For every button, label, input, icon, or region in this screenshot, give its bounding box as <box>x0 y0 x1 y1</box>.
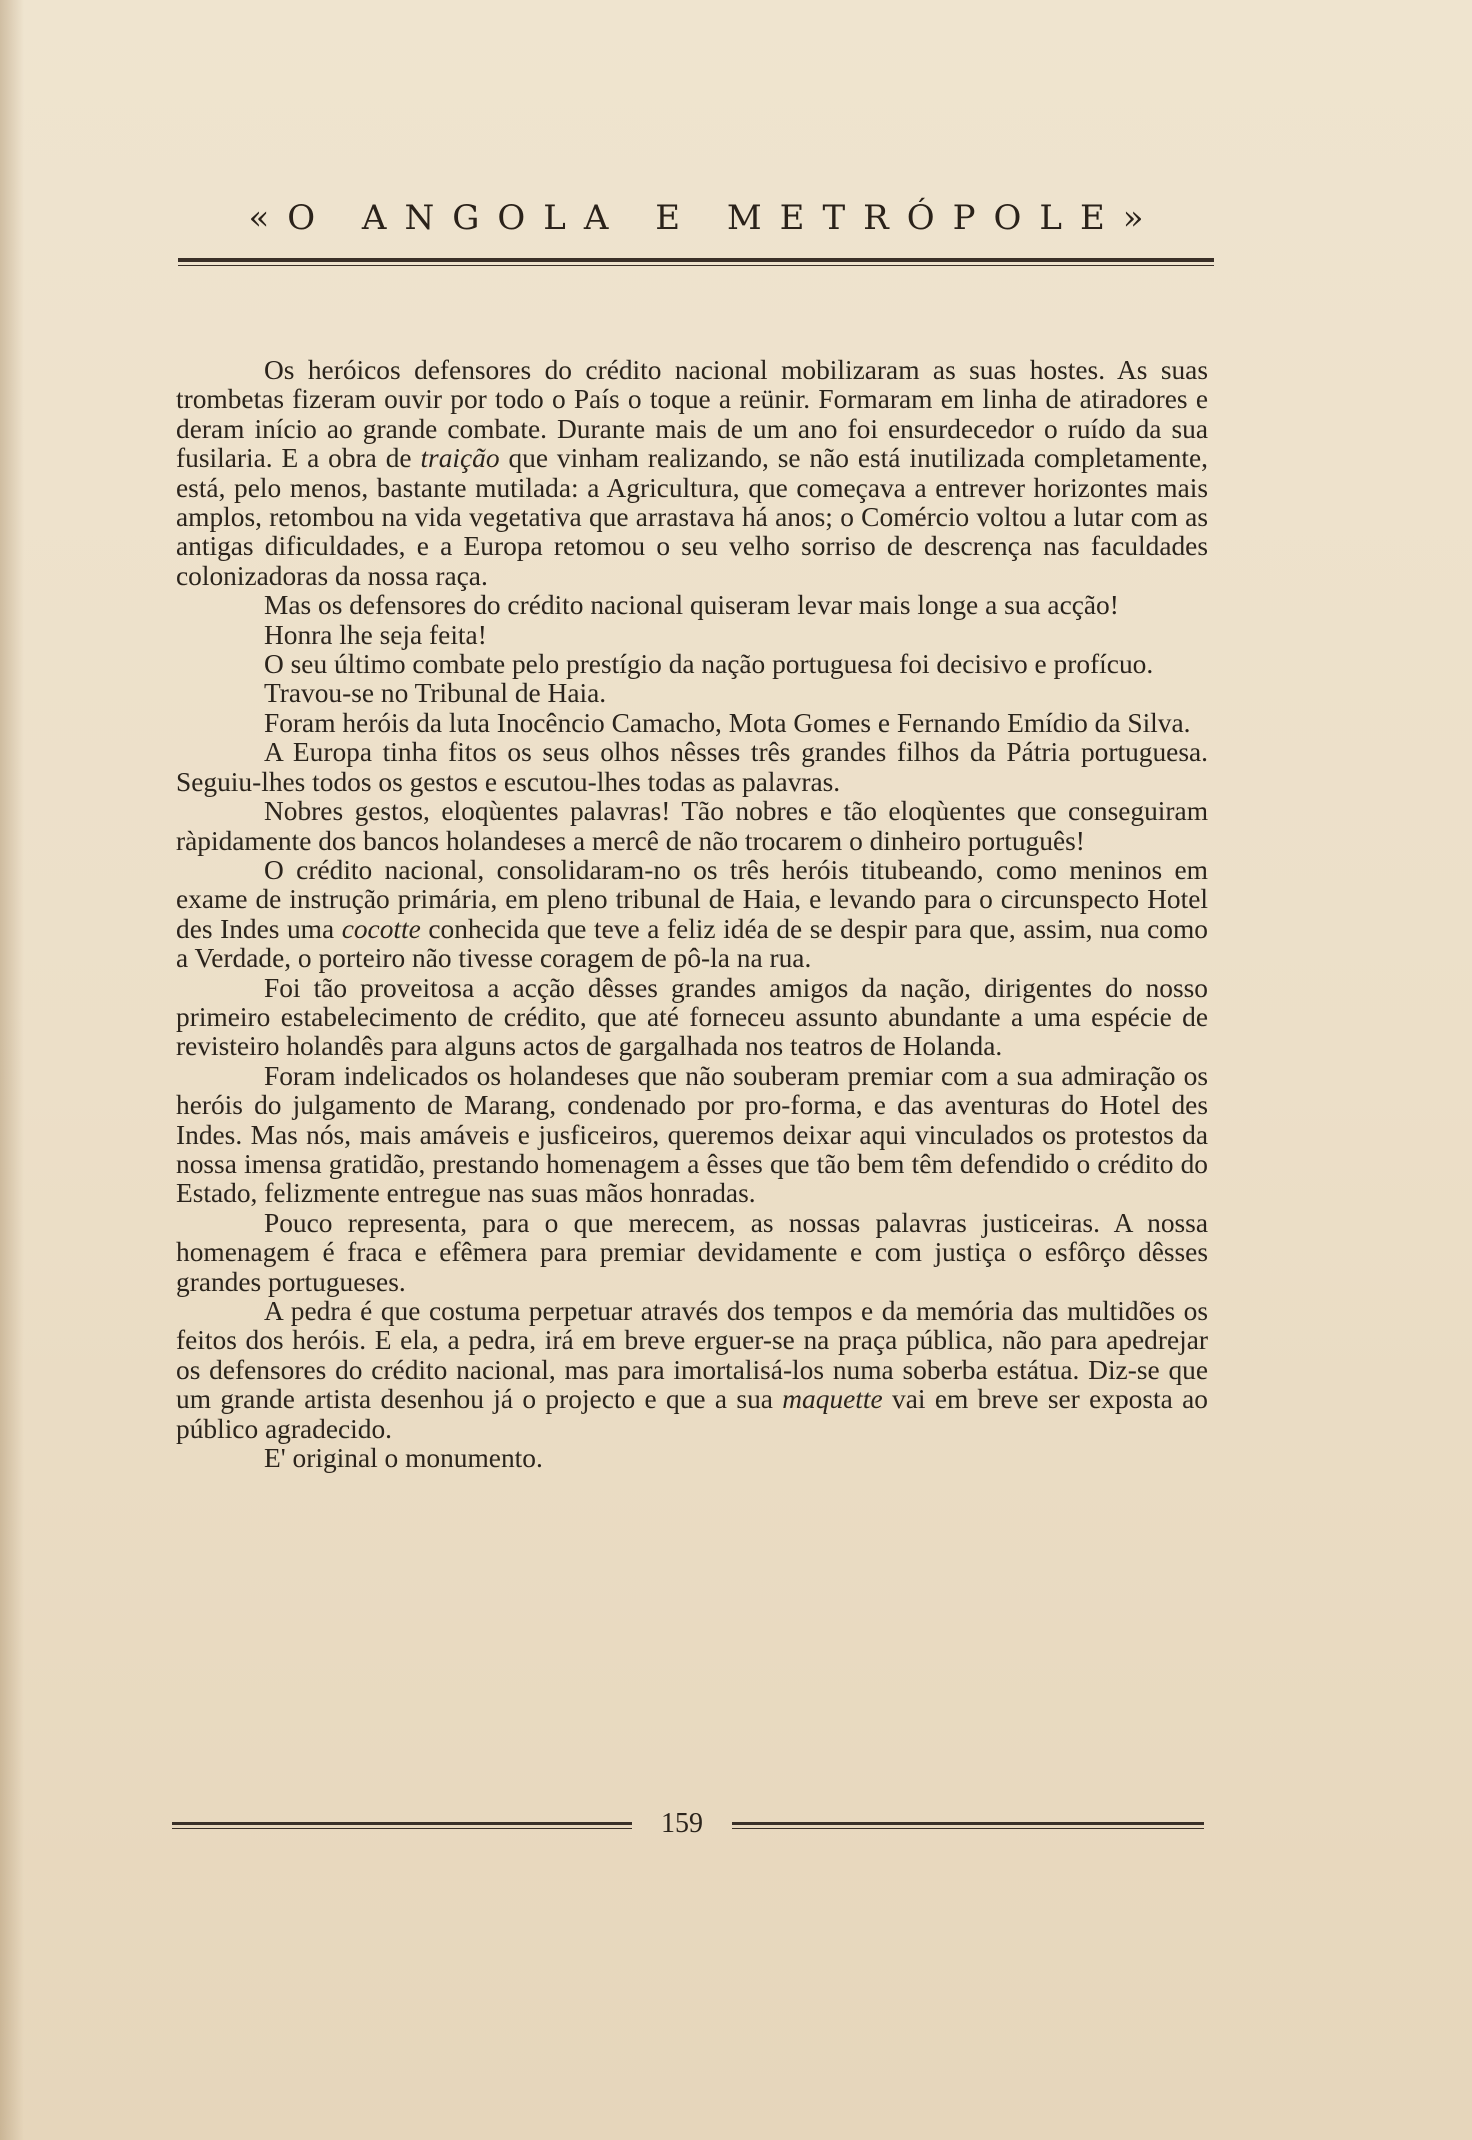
paragraph-text: O seu último combate pelo prestígio da nação portuguesa foi decisivo e profícuo. <box>264 649 1154 680</box>
paragraph <box>176 1062 1208 1209</box>
page-header <box>178 198 1214 266</box>
paragraph <box>176 856 1208 974</box>
paragraph-text: A pedra é que costuma perpetuar através dos tempos e da memória das multidões os feitos dos heróis. E ela, a pedra, irá em breve erguer-se na praça pública, não para apedrejar os defensores do crédito nacional, mas para imortalisá-los numa soberba estátua. Diz-se que um grande artista desenhou já o projecto e que a sua <box>176 1296 1208 1415</box>
paragraph <box>176 1297 1208 1444</box>
page-footer <box>172 1808 1204 1848</box>
paragraph-text: que vinham realizando, se não está inutilizada completamente, está, pelo menos, bastante mutilada: a Agricultura, que começava a entrever horizontes mais amplos, retombou na vida vegetativa que arrastava há anos; o Comércio voltou a lutar com as antigas dificuldades, e a Europa retomou o seu velho sorriso de descrença nas faculdades colonizadoras da nossa raça. <box>176 443 1208 591</box>
paragraph <box>176 1444 1208 1473</box>
paragraph <box>176 974 1208 1062</box>
paragraph-text: Pouco representa, para o que merecem, as nossas palavras justiceiras. A nossa homenagem é fraca e efêmera para premiar devidamente e com justiça o esfôrço dêsses grandes portugueses. <box>176 1207 1208 1297</box>
italic-word: cocotte <box>341 913 421 944</box>
paragraph-text: A Europa tinha fitos os seus olhos nêsses três grandes filhos da Pátria portuguesa. Seguiu-lhes todos os gestos e escutou-lhes todas as palavras. <box>176 737 1208 797</box>
header-rule <box>178 258 1214 266</box>
paragraph-text: Mas os defensores do crédito nacional quiseram levar mais longe a sua acção! <box>264 590 1119 621</box>
paragraph <box>176 356 1208 591</box>
page-number: 159 <box>661 1808 703 1839</box>
paragraph-text: Foi tão proveitosa a acção dêsses grandes amigos da nação, dirigentes do nosso primeiro estabelecimento de crédito, que até forneceu assunto abundante a uma espécie de revisteiro holandês para alguns actos de gargalhada nos teatros de Holanda. <box>176 972 1208 1062</box>
italic-word: traição <box>420 443 500 474</box>
footer-rule-thick <box>172 1822 632 1825</box>
paragraph-text: Foram indelicados os holandeses que não souberam premiar com a sua admiração os heróis do julgamento de Marang, condenado por pro-forma, e das aventuras do Hotel des Indes. Mas nós, mais amáveis e jusficeiros, queremos deixar aqui vinculados os protestos da nossa imensa gratidão, prestando homenagem a êsses que tão bem têm defendido o crédito do Estado, felizmente entregue nas suas mãos honradas. <box>176 1060 1208 1209</box>
paragraph-text: Os heróicos defensores do crédito nacional mobilizaram as suas hostes. As suas trombetas fizeram ouvir por todo o País o toque a reünir. Formaram em linha de atiradores e deram início ao grande combate. Durante mais de um ano foi ensurdecedor o ruído da sua fusilaria. E a obra de <box>176 355 1208 474</box>
paragraph-text: conhecida que teve a feliz idéa de se despir para que, assim, nua como a Verdade, o porteiro não tivesse coragem de pô-la na rua. <box>176 913 1209 974</box>
paragraph <box>176 1209 1208 1297</box>
italic-word: maquette <box>782 1384 883 1415</box>
paragraph <box>176 621 1208 650</box>
paragraph <box>176 679 1208 708</box>
paragraph <box>176 591 1208 620</box>
paragraph-text: Foram heróis da luta Inocêncio Camacho, Mota Gomes e Fernando Emídio da Silva. <box>264 707 1191 738</box>
footer-rule-thin <box>172 1828 632 1829</box>
paragraph <box>176 709 1208 738</box>
paragraph-text: O crédito nacional, consolidaram-no os três heróis titubeando, como meninos em exame de instrução primária, em pleno tribunal de Haia, e levando para o circunspecto Hotel des Indes uma <box>176 854 1208 944</box>
header-rule-thick <box>178 258 1214 262</box>
paragraph-text: Honra lhe seja feita! <box>264 619 487 650</box>
paragraph <box>176 650 1208 679</box>
header-rule-thin <box>178 265 1214 266</box>
paragraph <box>176 738 1208 797</box>
paragraph-text: Travou-se no Tribunal de Haia. <box>264 678 607 709</box>
paragraph-text: vai em breve ser exposta ao público agradecido. <box>176 1384 1208 1444</box>
paragraph-text: E' original o monumento. <box>264 1443 543 1474</box>
paragraph-text: Nobres gestos, eloqùentes palavras! Tão nobres e tão eloqùentes que conseguiram ràpidamente dos bancos holandeses a mercê de não trocarem o dinheiro português! <box>176 796 1208 856</box>
footer-rule-thick <box>732 1822 1204 1825</box>
paragraph <box>176 797 1208 856</box>
footer-rule-thin <box>732 1828 1204 1829</box>
page-title: «O ANGOLA E METRÓPOLE» <box>248 198 1162 238</box>
footer-rule-right <box>732 1822 1204 1830</box>
footer-rule-left <box>172 1822 632 1830</box>
article-body <box>176 356 1208 1473</box>
